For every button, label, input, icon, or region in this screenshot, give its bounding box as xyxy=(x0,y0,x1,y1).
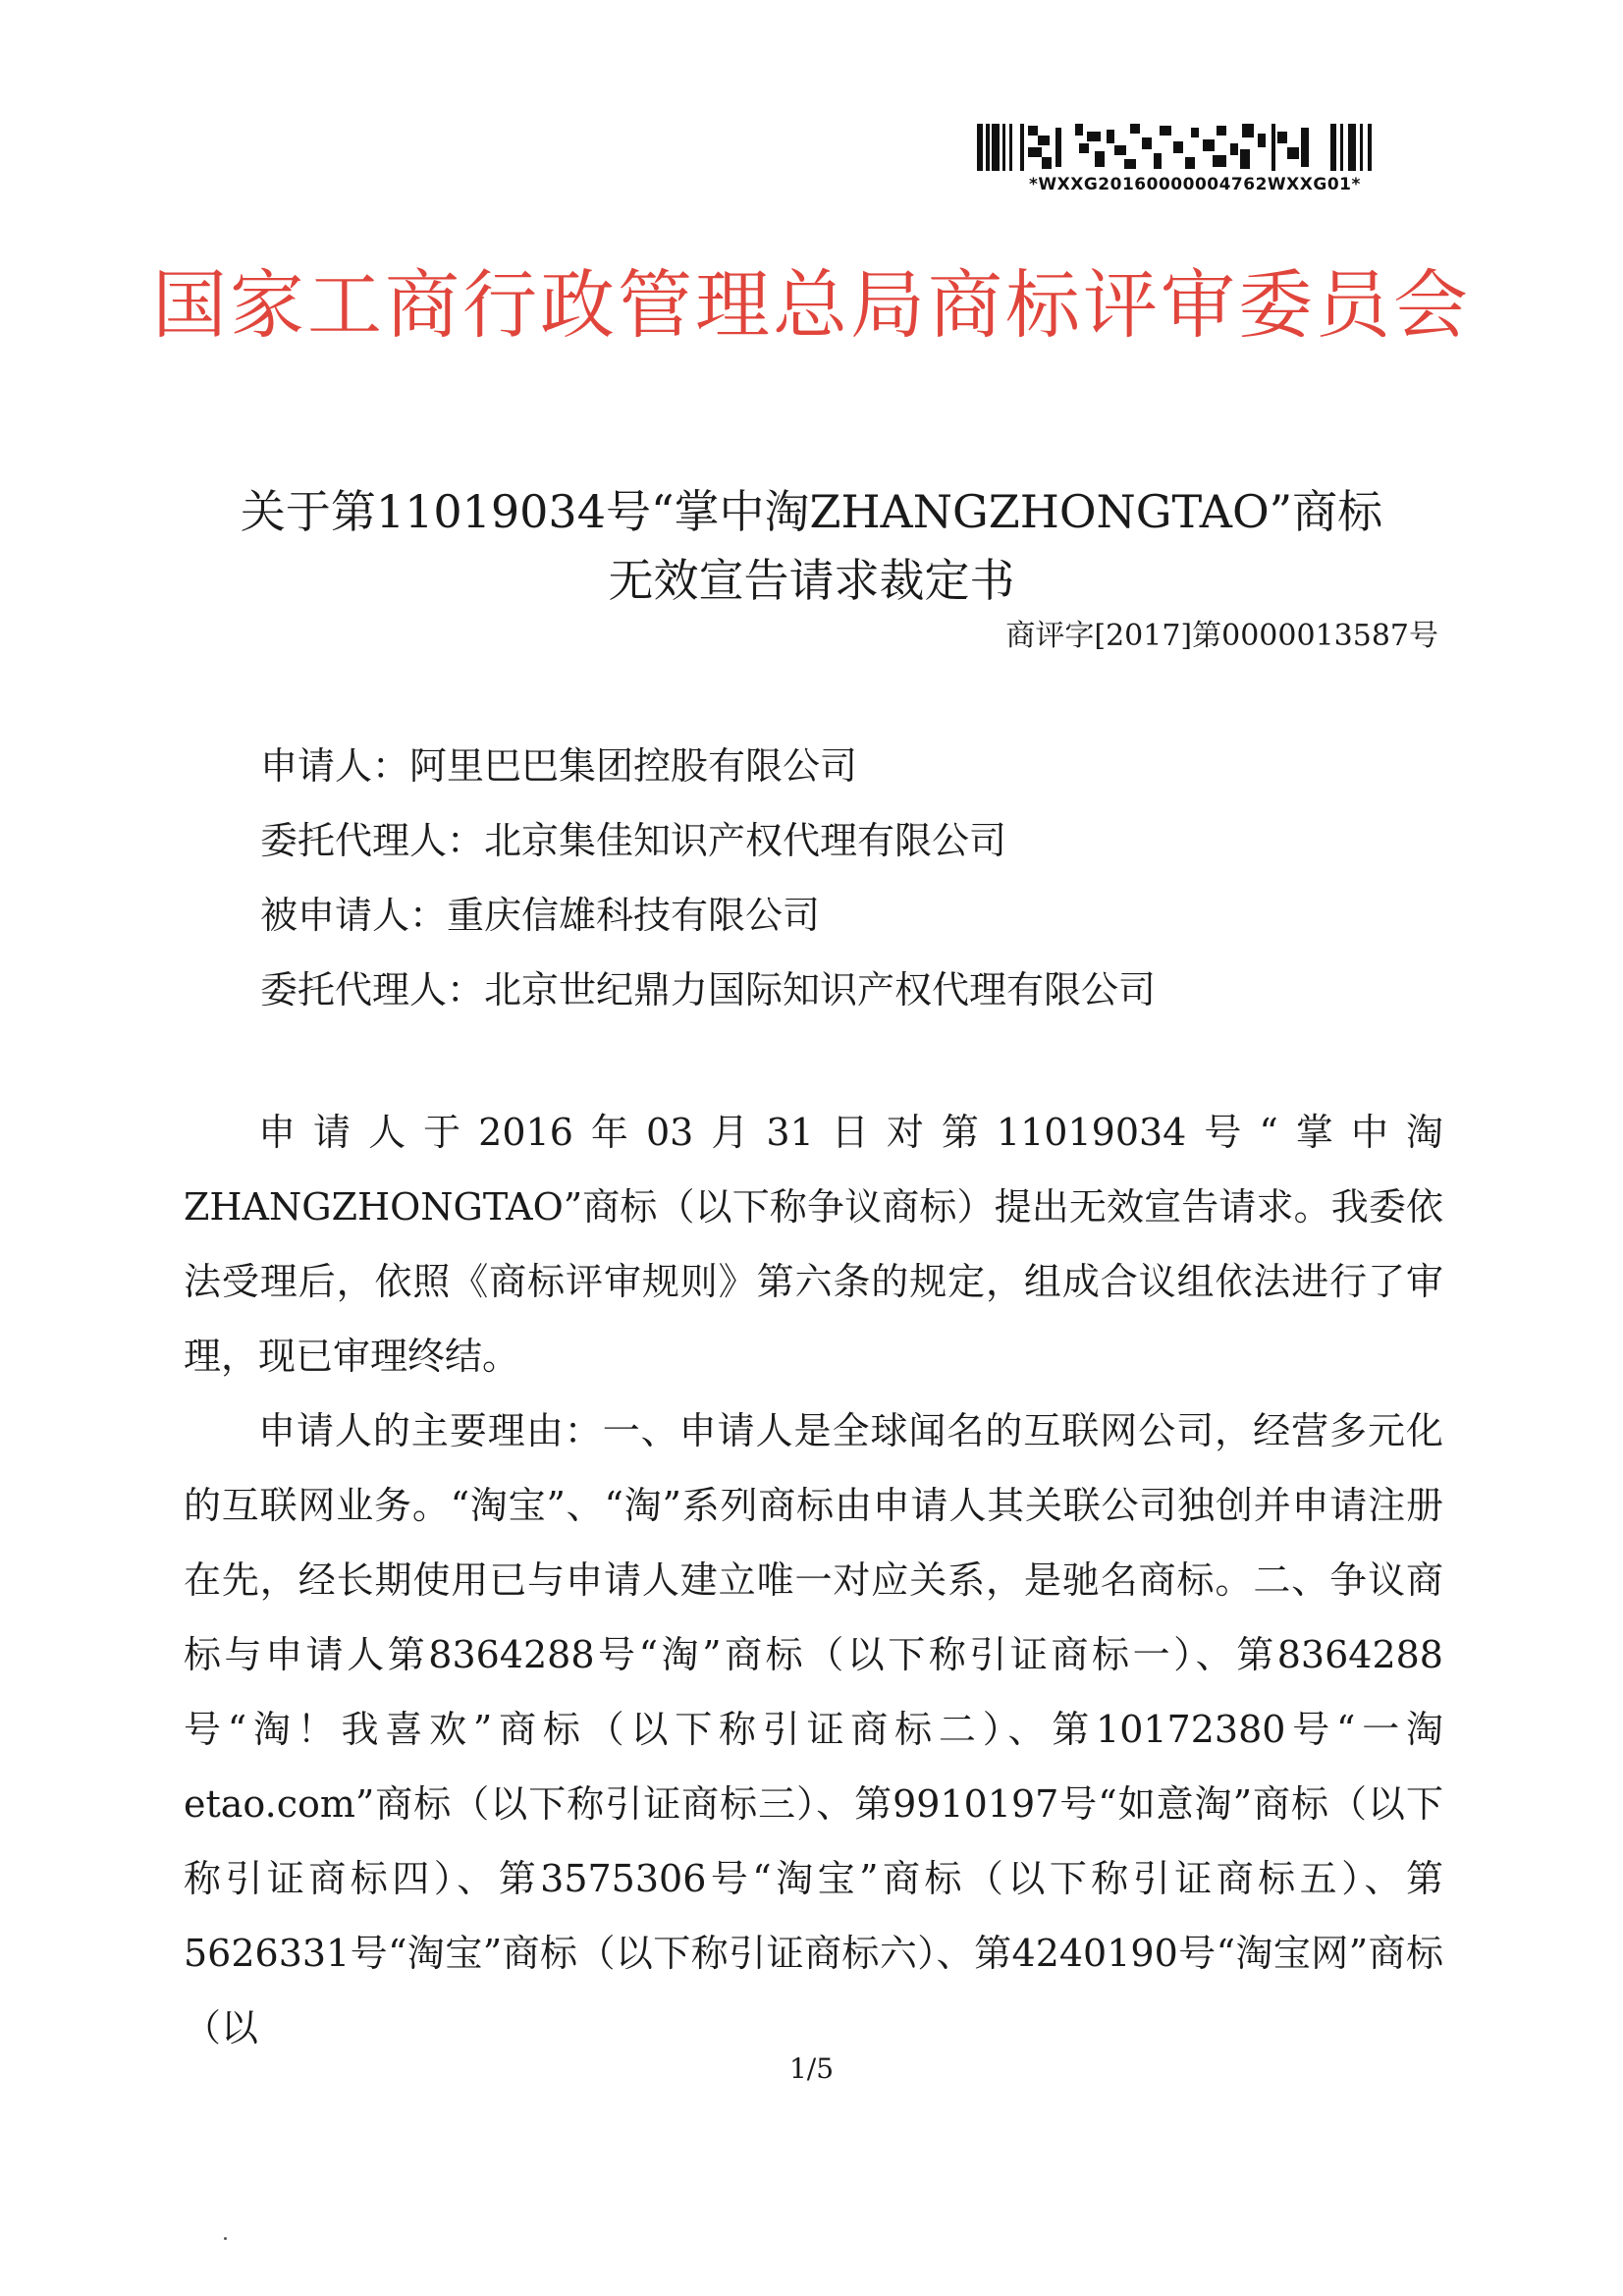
party-applicant: 申请人：阿里巴巴集团控股有限公司 xyxy=(260,744,858,788)
body-paragraph: 申请人的主要理由：一、申请人是全球闻名的互联网公司，经营多元化的互联网业务。“淘宝”、“淘”系列商标由申请人其关联公司独创并申请注册在先，经长期使用已与申请人建立唯一对应关系，是驰名商标。二、争议商标与申请人第8364288号“淘”商标（以下称引证商标一）、第8364288号“淘！我喜欢”商标（以下称引证商标二）、第10172380号“一淘etao.com”商标（以下称引证商标三）、第9910197号“如意淘”商标（以下称引证商标四）、第3575306号“淘宝”商标（以下称引证商标五）、第5626331号“淘宝”商标（以下称引证商标六）、第4240190号“淘宝网”商标（以 xyxy=(184,1409,1443,2050)
ruling-body xyxy=(184,1095,1443,2065)
barcode-image xyxy=(977,124,1380,171)
body-paragraph: 申请人于2016年03月31日对第11019034号“掌中淘ZHANGZHONGTAO”商标（以下称争议商标）提出无效宣告请求。我委依法受理后，依照《商标评审规则》第六条的规定，组成合议组依法进行了审理，现已审理终结。 xyxy=(184,1111,1443,1378)
organization-heading: 国家工商行政管理总局商标评审委员会 xyxy=(152,261,1471,349)
scan-speck xyxy=(224,2237,227,2240)
party-respondent: 被申请人：重庆信雄科技有限公司 xyxy=(260,894,821,937)
document-title-line-1: 关于第11019034号“掌中淘ZHANGZHONGTAO”商标 xyxy=(240,485,1383,538)
document-number: 商评字[2017]第0000013587号 xyxy=(1005,619,1438,653)
party-respondent-agent: 委托代理人：北京世纪鼎力国际知识产权代理有限公司 xyxy=(260,968,1157,1011)
barcode-number: *WXXG20160000004762WXXG01* xyxy=(1029,175,1361,194)
page-number: 1/5 xyxy=(788,2052,835,2085)
document-title-line-2: 无效宣告请求裁定书 xyxy=(608,554,1015,607)
party-applicant-agent: 委托代理人：北京集佳知识产权代理有限公司 xyxy=(260,819,1007,862)
parties-list xyxy=(260,729,1438,1027)
